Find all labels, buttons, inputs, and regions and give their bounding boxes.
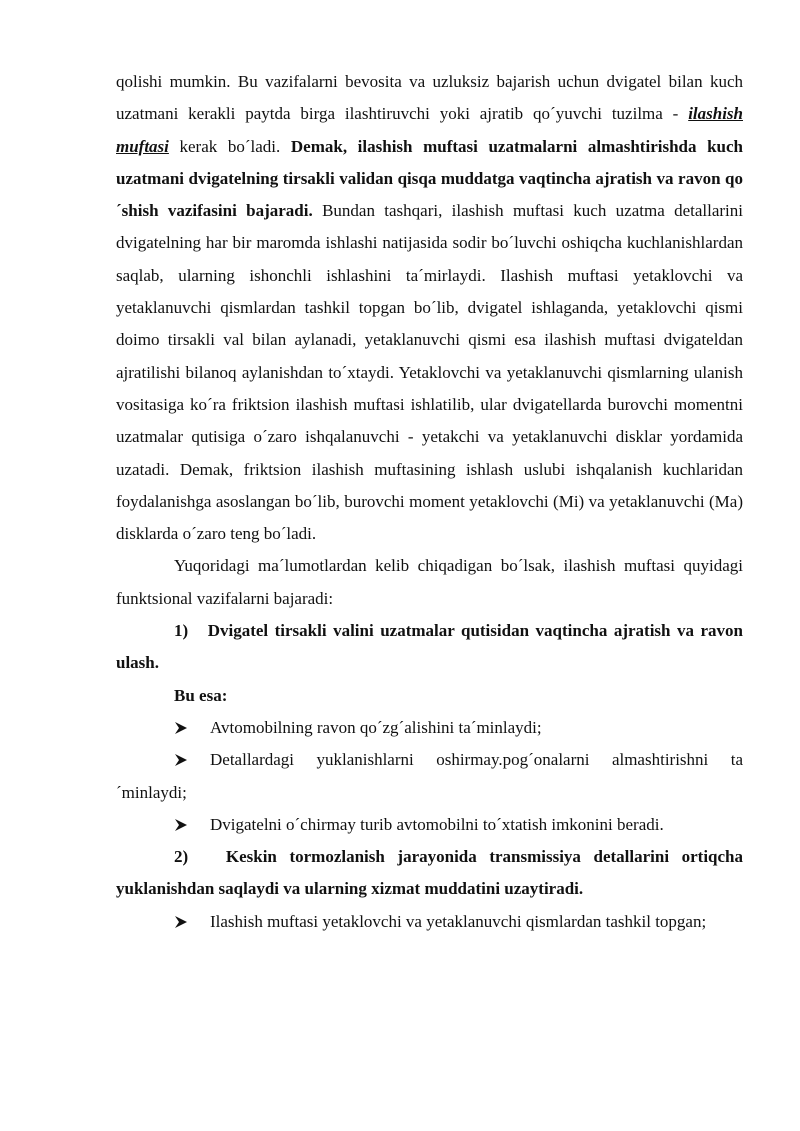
item-2-text: Keskin tormozlanish jarayonida transmissiya detallarini ortiqcha yuklanishdan saqlaydi va ularning xizmat muddatini uzaytiradi. [116, 847, 744, 899]
term-ilashish-muftasi: ilashish muftasi [116, 104, 743, 156]
bullet-item [116, 744, 743, 809]
paragraph-functions-intro: Yuqoridagi ma´lumotlardan kelib chiqadigan bo´lsak, ilashish muftasi quyidagi funktsional vazifalarni bajaradi: [116, 556, 743, 608]
arrowhead-bullet-icon [174, 712, 194, 735]
item-1-number: 1) [174, 621, 189, 641]
arrowhead-bullet-icon [174, 809, 194, 832]
bullet-item [116, 712, 743, 744]
bullet-text: Ilashish muftasi yetaklovchi va yetaklanuvchi qismlardan tashkil topgan; [210, 911, 707, 931]
numbered-item-2 [116, 841, 743, 906]
intro-text-2: kerak bo´ladi. [168, 136, 291, 156]
bullet-item [116, 809, 743, 841]
bullet-text: Dvigatelni o´chirmay turib avtomobilni to´xtatish imkonini beradi. [210, 814, 664, 834]
numbered-item-1 [116, 615, 743, 680]
item-1-text: Dvigatel tirsakli valini uzatmalar qutisidan vaqtincha ajratish va ravon ulash. [116, 621, 744, 673]
paragraph-intro [116, 66, 743, 550]
bullet-text: Avtomobilning ravon qo´zg´alishini ta´minlaydi; [210, 717, 542, 737]
bullet-text: Detallardagi yuklanishlarni oshirmay.pog´onalarni almashtirishni ta ´minlaydi; [116, 750, 743, 802]
arrowhead-bullet-icon [174, 906, 194, 929]
document-page [116, 66, 743, 938]
item-2-number: 2) [174, 847, 189, 867]
intro-text-1: qolishi mumkin. Bu vazifalarni bevosita va uzluksiz bajarish uchun dvigatel bilan kuch uzatmani kerakli paytda birga ilashtiruvchi yoki ajratib qo´yuvchi tuzilma - [116, 72, 743, 124]
intro-text-3: Bundan tashqari, ilashish muftasi kuch uzatma detallarini dvigatelning har bir maromda ishlashi natijasida sodir bo´luvchi oshiqcha kuchlanishlardan saqlab, ularning ishonchli ishlashini ta´mirlaydi. Ilashish muftasi yetaklovchi va yetaklanuvchi qismlardan tashkil topgan bo´lib, dvigatel ishlaganda, yetaklovchi qismi doimo tirsakli val bilan aylanadi, yetaklanuvchi qismi esa ilashish muftasi dvigateldan ajratilishi bilanoq aylanishdan to´xtaydi. Yetaklovchi va yetaklanuvchi qismlarning ulanish vositasiga ko´ra friktsion ilashish muftasi ishlatilib, ular dvigatellarda burovchi momentni uzatmalar qutisiga o´zaro ishqalanuvchi - yetakchi va yetaklanuvchi disklar yordamida uzatadi. Demak, friktsion ilashish muftasining ishlash uslubi ishqalanish kuchlaridan foydalanishga asoslangan bo´lib, burovchi moment yetaklovchi (Mi) va yetaklanuvchi (Ma) disklarda o´zaro teng bo´ladi. [116, 201, 743, 544]
arrowhead-bullet-icon [174, 744, 194, 767]
intro-bold-definition: Demak, ilashish muftasi uzatmalarni almashtirishda kuch uzatmani dvigatelning tirsakli validan qisqa muddatga vaqtincha ajratish va ravon qo´shish vazifasini bajaradi. [116, 136, 744, 221]
bu-esa-label: Bu esa: [174, 685, 228, 705]
bullet-item [116, 906, 743, 938]
